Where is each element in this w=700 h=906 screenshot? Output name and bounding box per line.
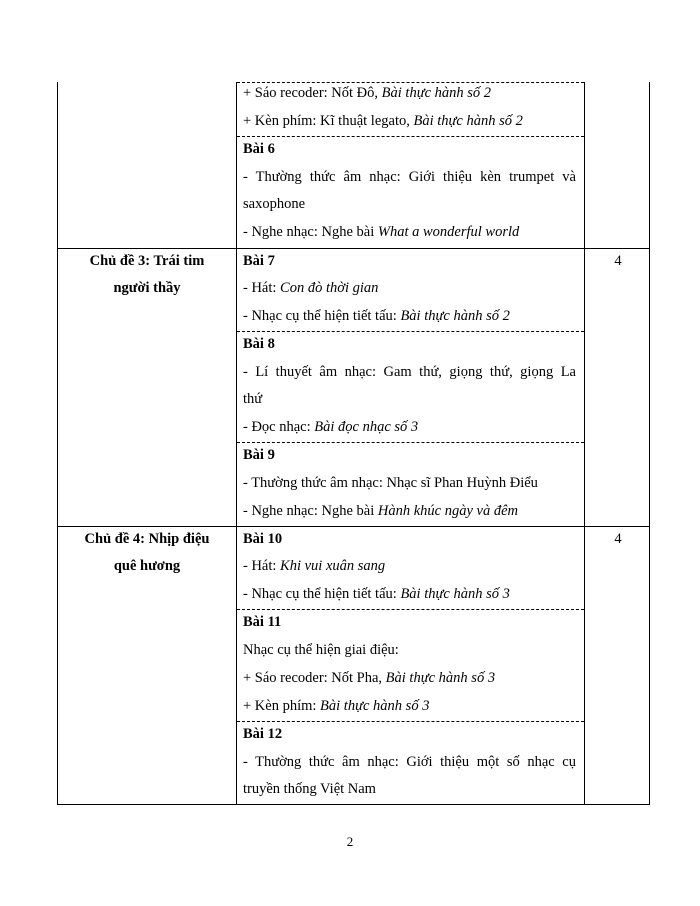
column-divider (236, 82, 237, 804)
lesson-line: - Nhạc cụ thể hiện tiết tấu: Bài thực hành số 3 (243, 586, 510, 602)
curriculum-table (57, 82, 650, 805)
lesson-divider (237, 82, 584, 83)
lesson-line: - Thường thức âm nhạc: Giới thiệu kèn trumpet và (243, 169, 576, 185)
lesson-divider (237, 442, 584, 443)
lesson-line: + Kèn phím: Kĩ thuật legato, Bài thực hành số 2 (243, 113, 523, 129)
lesson-title: Bài 10 (243, 531, 283, 547)
column-divider (584, 82, 585, 804)
lesson-title: Bài 7 (243, 253, 275, 269)
row-divider (58, 248, 649, 249)
lesson-line: + Sáo recoder: Nốt Đô, Bài thực hành số 2 (243, 85, 492, 101)
lesson-title: Bài 8 (243, 336, 275, 352)
topic-title: người thầy (113, 280, 181, 296)
lesson-line: + Kèn phím: Bài thực hành số 3 (243, 698, 430, 714)
lesson-title: Bài 12 (243, 726, 283, 742)
lesson-line: + Sáo recoder: Nốt Pha, Bài thực hành số 3 (243, 670, 496, 686)
periods-count: 4 (614, 253, 622, 269)
lesson-line: - Hát: Con đò thời gian (243, 280, 379, 296)
lesson-divider (237, 331, 584, 332)
lesson-line: saxophone (243, 196, 306, 212)
lesson-divider (237, 609, 584, 610)
lesson-line: - Thường thức âm nhạc: Giới thiệu một số nhạc cụ (243, 754, 576, 770)
lesson-line: - Đọc nhạc: Bài đọc nhạc số 3 (243, 419, 419, 435)
lesson-line: truyền thống Việt Nam (243, 781, 376, 797)
lesson-line: - Thường thức âm nhạc: Nhạc sĩ Phan Huỳnh Điểu (243, 475, 538, 491)
row-divider (58, 526, 649, 527)
periods-count: 4 (614, 531, 622, 547)
lesson-line: - Nghe nhạc: Nghe bài Hành khúc ngày và đêm (243, 503, 519, 519)
lesson-line: - Nghe nhạc: Nghe bài What a wonderful world (243, 224, 520, 240)
lesson-title: Bài 6 (243, 141, 275, 157)
lesson-divider (237, 721, 584, 722)
lesson-line: - Lí thuyết âm nhạc: Gam thứ, giọng thứ, giọng La (243, 364, 576, 380)
lesson-title: Bài 9 (243, 447, 275, 463)
lesson-line: - Hát: Khi vui xuân sang (243, 558, 386, 574)
lesson-title: Bài 11 (243, 614, 282, 630)
lesson-line: thứ (243, 391, 263, 407)
page-number: 2 (346, 834, 354, 849)
topic-title: quê hương (113, 558, 181, 574)
topic-title: Chủ đề 4: Nhịp điệu (84, 531, 210, 547)
lesson-line: Nhạc cụ thể hiện giai điệu: (243, 642, 399, 658)
topic-title: Chủ đề 3: Trái tim (89, 253, 205, 269)
lesson-divider (237, 136, 584, 137)
lesson-line: - Nhạc cụ thể hiện tiết tấu: Bài thực hành số 2 (243, 308, 510, 324)
